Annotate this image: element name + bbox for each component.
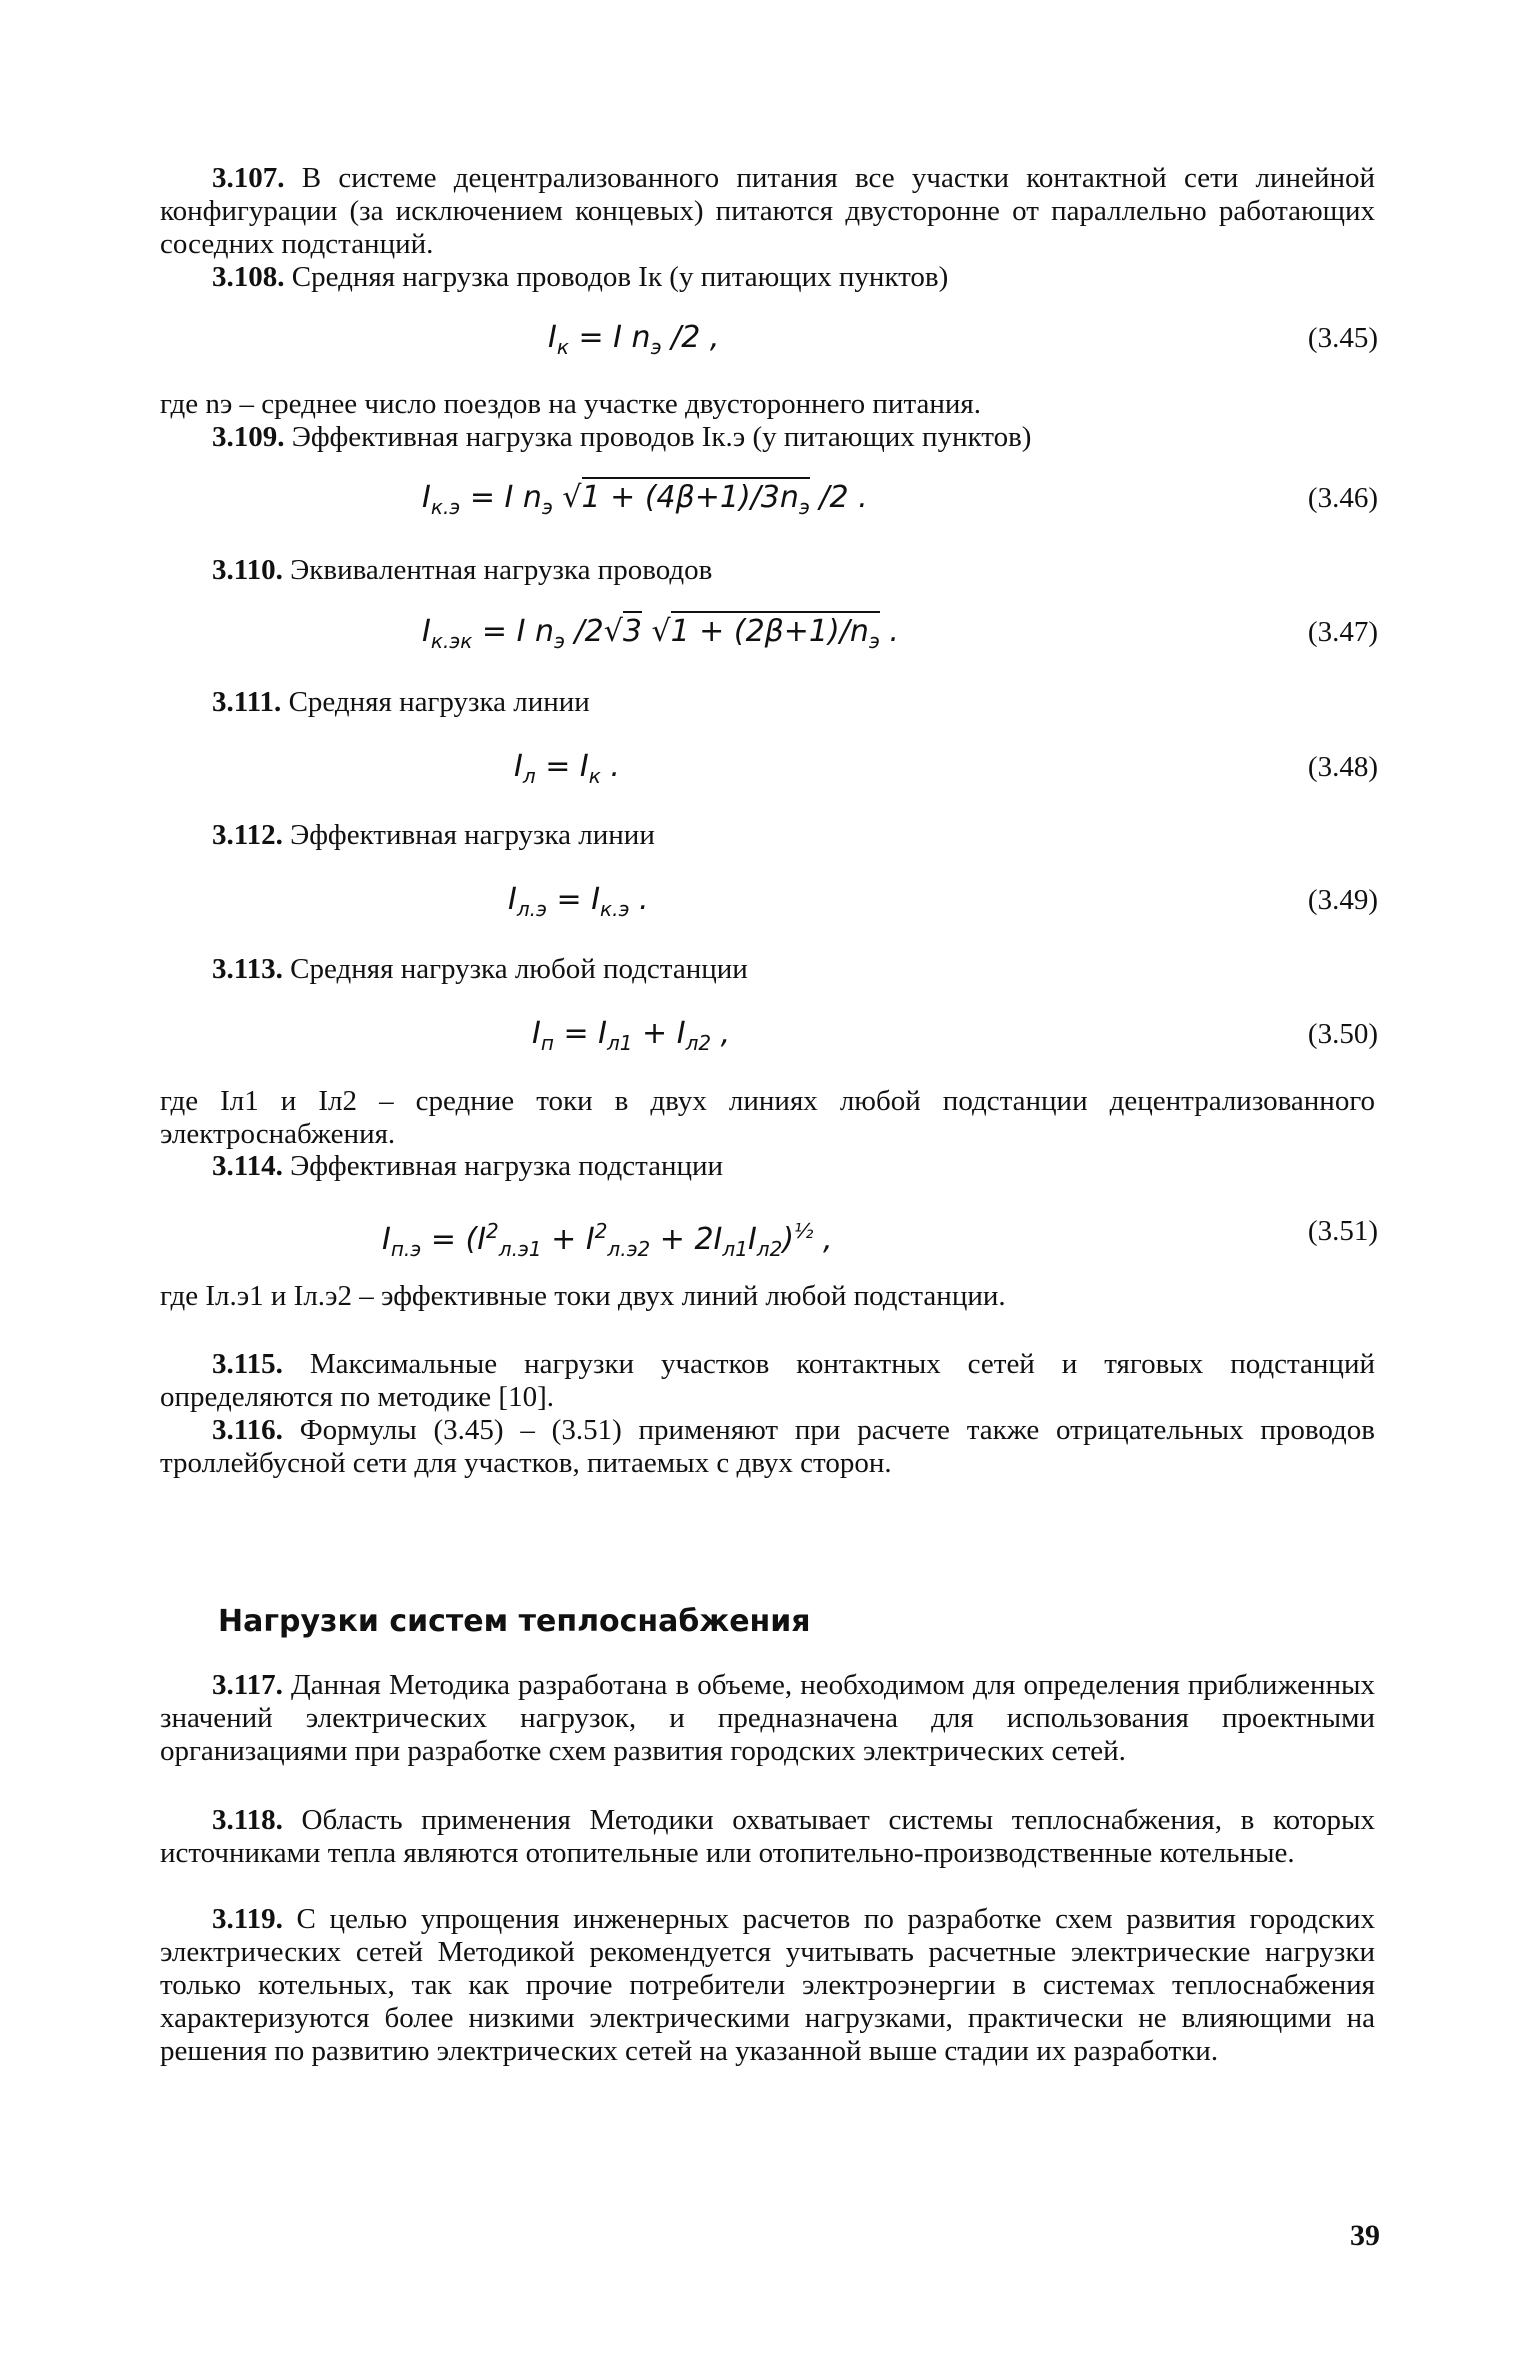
paragraph-3-115 [160, 1348, 1375, 1414]
paragraph-text: Средняя нагрузка линии [281, 686, 590, 718]
paragraph-text: Формулы (3.45) – (3.51) применяют при расчете также отрицательных проводов троллейбусной сети для участков, питаемых с двух сторон. [160, 1414, 1375, 1479]
paragraph-text: Данная Методика разработана в объеме, необходимом для определения приближенных значений электрических нагрузок, и предназначена для использования проектными организациями при разработке схем развития городских электрических сетей. [160, 1669, 1375, 1767]
where-3-51: где Iл.э1 и Iл.э2 – эффективные токи двух линий любой подстанции. [160, 1280, 1006, 1312]
paragraph-text: Эквивалентная нагрузка проводов [282, 554, 713, 586]
where-3-50: где Iл1 и Iл2 – средние токи в двух линиях любой подстанции децентрализованного электроснабжения. [160, 1085, 1375, 1150]
paragraph-text: Средняя нагрузка любой подстанции [282, 953, 748, 985]
equation-number: (3.48) [1307, 751, 1378, 783]
formula-3-46: $I_{к.э} = I$ $n_э$ $√1 + (4\beta+1)/3n_э$ /2 . [422, 478, 1242, 527]
equation-number: (3.51) [1307, 1215, 1378, 1247]
paragraph-3-113 [160, 953, 1375, 986]
page-number: 39 [1350, 2219, 1380, 2252]
paragraph-3-117 [160, 1669, 1375, 1768]
paragraph-number: 3.112. [212, 819, 283, 851]
formula-3-49: $I_{л.э} = I_{к.э}$ . [508, 882, 649, 921]
formula-3-47: $I_{к.эк} = I$ $n_э$ /2√3 $√1 + (2\beta+1)/n_э$ . [422, 612, 1242, 661]
paragraph-text: В системе децентрализованного питания все участки контактной сети линейной конфигурации (за исключением концевых) питаются двусторонне от параллельно работающих соседних подстанций. [160, 162, 1375, 260]
paragraph-number: 3.117. [212, 1669, 283, 1701]
equation-number: (3.49) [1307, 884, 1378, 916]
paragraph-3-107 [160, 162, 1375, 261]
paragraph-number: 3.116. [212, 1414, 283, 1446]
paragraph-3-118 [160, 1804, 1375, 1870]
paragraph-3-109 [160, 421, 1375, 454]
paragraph-text: Средняя нагрузка проводов Iк (у питающих пунктов) [284, 261, 949, 293]
paragraph-3-110 [160, 554, 1375, 587]
paragraph-number: 3.114. [212, 1150, 283, 1182]
formula-3-48: $I_л = I_к$ . [514, 749, 620, 788]
paragraph-3-114 [160, 1150, 1375, 1183]
paragraph-text: Эффективная нагрузка подстанции [282, 1150, 724, 1182]
paragraph-3-116 [160, 1414, 1375, 1480]
equation-number: (3.47) [1307, 616, 1378, 648]
equation-number: (3.45) [1307, 322, 1378, 354]
paragraph-number: 3.113. [212, 953, 283, 985]
paragraph-text: Область применения Методики охватывает системы теплоснабжения, в которых источниками тепла являются отопительные или отопительно-производственные котельные. [160, 1804, 1375, 1869]
formula-3-51: $I_{п.э} = (I^2_{л.э1} + I^2_{л.э2} + 2I_{л1}I_{л2})^{\frac{1}{2}}$ , [382, 1219, 833, 1261]
paragraph-number: 3.108. [212, 261, 285, 293]
paragraph-text: Эффективная нагрузка линии [282, 819, 655, 851]
paragraph-3-108 [160, 261, 1375, 294]
equation-number: (3.50) [1307, 1018, 1378, 1050]
paragraph-number: 3.107. [212, 162, 285, 194]
paragraph-3-119 [160, 1903, 1375, 2068]
where-3-45: где nэ – среднее число поездов на участке двустороннего питания. [160, 388, 981, 420]
section-heading: Нагрузки систем теплоснабжения [218, 1604, 811, 1639]
paragraph-text: Эффективная нагрузка проводов Iк.э (у питающих пунктов) [284, 421, 1032, 453]
paragraph-number: 3.109. [212, 421, 285, 453]
paragraph-text: С целью упрощения инженерных расчетов по разработке схем развития городских электрических сетей Методикой рекомендуется учитывать расчетные электрические нагрузки только котельных, так как прочие потребители электроэнергии в системах теплоснабжения характеризуются более низкими электрическими нагрузками, практически не влияющими на решения по развитию электрических сетей на указанной выше стадии их разработки. [160, 1903, 1375, 2067]
paragraph-number: 3.110. [212, 554, 283, 586]
paragraph-number: 3.115. [212, 1348, 283, 1380]
paragraph-3-112 [160, 819, 1375, 852]
formula-3-45: $I_к = I$ $n_э$ /2 , [548, 320, 720, 359]
paragraph-number: 3.118. [212, 1804, 283, 1836]
equation-number: (3.46) [1307, 482, 1378, 514]
paragraph-3-111 [160, 686, 1375, 719]
formula-3-50: $I_п = I_{л1} + I_{л2}$ , [532, 1016, 731, 1055]
paragraph-number: 3.111. [212, 686, 282, 718]
paragraph-text: Максимальные нагрузки участков контактных сетей и тяговых подстанций определяются по методике [10]. [160, 1348, 1375, 1413]
paragraph-number: 3.119. [212, 1903, 283, 1935]
